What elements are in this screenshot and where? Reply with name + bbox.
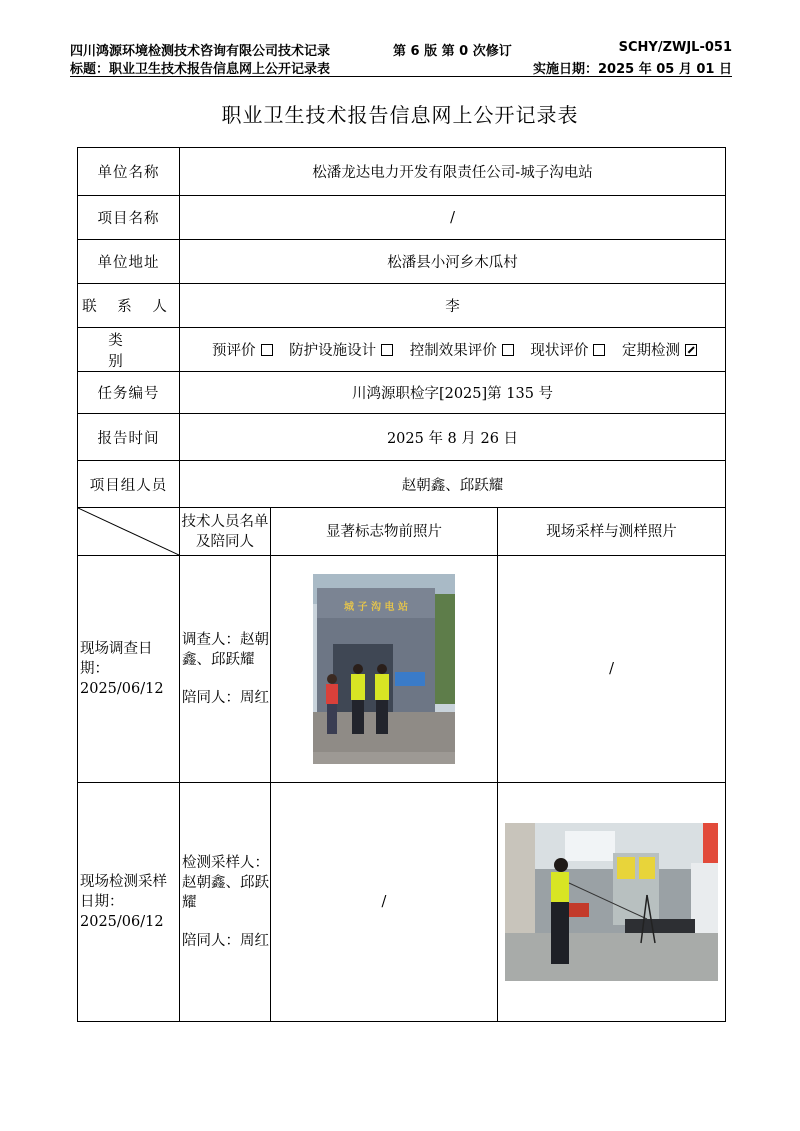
station-sign-photo	[313, 574, 455, 764]
row-task-number	[78, 372, 726, 414]
subject-label: 标题：职业卫生技术报告信息网上公开记录表	[70, 62, 331, 77]
task-number-value: 川鸿源职检字[2025]第 135 号	[180, 372, 726, 414]
row-team-members	[78, 461, 726, 508]
survey-people	[180, 556, 271, 783]
staff-column-header: 技术人员名单及陪同人	[180, 508, 271, 556]
category-option-pre-evaluation[interactable]: 预评价	[208, 343, 273, 359]
checkbox-icon[interactable]	[381, 344, 393, 356]
report-time-value: 2025 年 8 月 26 日	[180, 414, 726, 461]
doc-code-label: SCHY/ZWJL-051	[618, 40, 732, 55]
row-contact	[78, 284, 726, 328]
project-name-value: /	[180, 196, 726, 240]
team-members-value: 赵朝鑫、邱跃耀	[180, 461, 726, 508]
unit-name-label: 单位名称	[78, 148, 180, 196]
team-members-label: 项目组人员	[78, 461, 180, 508]
sign-photo-cell	[271, 556, 498, 783]
unit-address-value: 松潘县小河乡木瓜村	[180, 240, 726, 284]
page-title: 职业卫生技术报告信息网上公开记录表	[221, 103, 579, 127]
sampler-text: 检测采样人：赵朝鑫、邱跃耀	[182, 855, 269, 911]
category-options	[180, 328, 726, 372]
record-table	[77, 147, 726, 1022]
companion-text: 陪同人：周红	[182, 690, 269, 706]
sampling-photo-column-header: 现场采样与测样照片	[498, 508, 726, 556]
header-line-1	[70, 40, 732, 58]
row-category	[78, 328, 726, 372]
effective-date-label: 实施日期：2025 年 05 月 01 日	[533, 62, 732, 77]
survey-row	[78, 556, 726, 783]
header-line-2	[70, 58, 732, 77]
row-unit-name	[78, 148, 726, 196]
contact-value: 李	[180, 284, 726, 328]
row-unit-address	[78, 240, 726, 284]
survey-date: 现场调查日期：2025/06/12	[78, 556, 180, 783]
testing-people	[180, 783, 271, 1022]
unit-address-label: 单位地址	[78, 240, 180, 284]
sign-photo-column-header: 显著标志物前照片	[271, 508, 498, 556]
category-option-protection-design[interactable]: 防护设施设计	[285, 343, 393, 359]
photo-table-header	[78, 508, 726, 556]
category-option-periodic-testing[interactable]: 定期检测	[618, 343, 697, 359]
category-option-control-effect[interactable]: 控制效果评价	[406, 343, 514, 359]
diagonal-line	[78, 508, 179, 555]
testing-row	[78, 783, 726, 1022]
checkbox-icon[interactable]	[502, 344, 514, 356]
unit-name-value: 松潘龙达电力开发有限责任公司-城子沟电站	[180, 148, 726, 196]
row-report-time	[78, 414, 726, 461]
checkbox-icon[interactable]	[593, 344, 605, 356]
sampling-photo-cell	[498, 783, 726, 1022]
row-project-name	[78, 196, 726, 240]
field-sampling-photo	[505, 823, 718, 981]
report-time-label: 报告时间	[78, 414, 180, 461]
category-label: 类 别	[78, 328, 180, 372]
sign-photo-caption: 城 子 沟 电 站	[344, 602, 408, 613]
category-option-status-evaluation[interactable]: 现状评价	[526, 343, 605, 359]
version-label: 第 6 版 第 0 次修订	[393, 44, 512, 59]
company-record-label: 四川鸿源环境检测技术咨询有限公司技术记录	[70, 44, 331, 59]
contact-label: 联 系 人	[78, 284, 180, 328]
project-name-label: 项目名称	[78, 196, 180, 240]
testing-sign-photo-cell: /	[271, 783, 498, 1022]
investigator-text: 调查人：赵朝鑫、邱跃耀	[182, 632, 269, 668]
survey-sampling-photo-cell: /	[498, 556, 726, 783]
testing-date: 现场检测采样日期：2025/06/12	[78, 783, 180, 1022]
testing-companion-text: 陪同人：周红	[182, 933, 269, 949]
diagonal-header-cell	[78, 508, 180, 556]
checked-checkbox-icon[interactable]	[685, 344, 697, 356]
task-number-label: 任务编号	[78, 372, 180, 414]
checkbox-icon[interactable]	[261, 344, 273, 356]
